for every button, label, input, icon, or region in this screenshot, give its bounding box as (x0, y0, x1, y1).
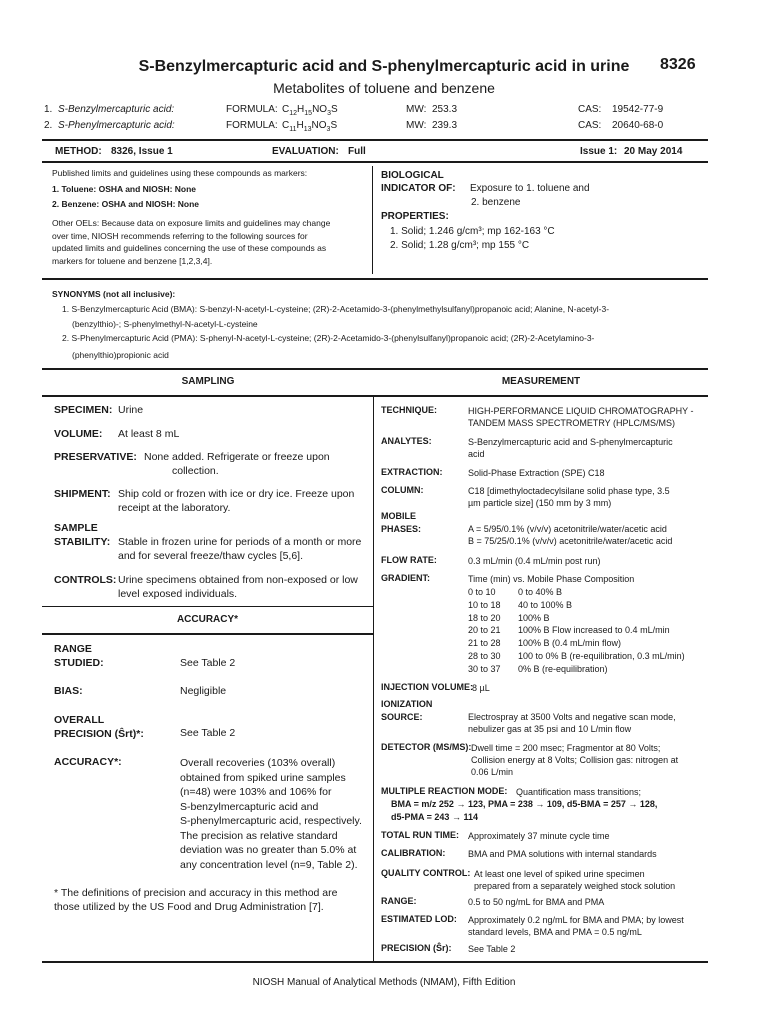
synonym-line: (benzylthio)-; S-phenylmethyl-N-acetyl-L-cysteine (72, 319, 258, 329)
gradient-row: 21 to 28 100% B (0.4 mL/min flow) (468, 638, 622, 649)
compound-number: 1. (44, 104, 53, 115)
cas-label: CAS: (578, 120, 602, 131)
divider (42, 633, 373, 635)
detector-label: DETECTOR (MS/MS): (381, 742, 472, 752)
issue-label: Issue 1: (580, 146, 618, 157)
extraction-label: EXTRACTION: (381, 467, 443, 477)
synonyms-label: SYNONYMS (not all inclusive): (52, 289, 176, 299)
compound-name: S-Phenylmercapturic acid: (58, 120, 175, 131)
column-divider (373, 395, 374, 961)
shipment-label: SHIPMENT: (54, 488, 111, 500)
mobile-phases-value: A = 5/95/0.1% (v/v/v) acetonitrile/water/acetic acid B = 75/25/0.1% (v/v/v) acetonitrile/water/acetic acid (468, 524, 673, 546)
gradient-row: 28 to 30 100 to 0% B (re-equilibration, 0.3 mL/min) (468, 650, 685, 661)
accuracy-label: ACCURACY*: (54, 756, 122, 768)
volume-value: At least 8 mL (118, 428, 180, 440)
sampling-header: SAMPLING (181, 376, 235, 387)
ionization-value: Electrospray at 3500 Volts and negative scan mode, nebulizer gas at 35 psi and 10 L/min flow (468, 712, 676, 734)
gradient-row: 10 to 18 40 to 100% B (468, 599, 573, 610)
evaluation-label: EVALUATION: (272, 146, 339, 157)
bias-label: BIAS: (54, 685, 83, 697)
mw-label: MW: (406, 104, 427, 115)
mrm-text: Quantification mass transitions; (516, 787, 642, 797)
formula-label: FORMULA: (226, 104, 278, 115)
bias-value: Negligible (180, 685, 227, 697)
gradient-row: 30 to 37 0% B (re-equilibration) (468, 663, 608, 674)
divider (372, 166, 373, 274)
biological-label: BIOLOGICAL INDICATOR OF: (381, 170, 456, 194)
mrm-transitions-2: d5-PMA = 243 → 114 (391, 812, 478, 822)
properties-list: 1. Solid; 1.246 g/cm³; mp 162-163 °C 2. Solid; 1.28 g/cm³; mp 155 °C (390, 226, 555, 251)
quality-control-label: QUALITY CONTROL: (381, 868, 471, 878)
formula-label: FORMULA: (226, 120, 278, 131)
gradient-row: 20 to 21 100% B Flow increased to 0.4 mL/min (468, 625, 670, 636)
measurement-header: MEASUREMENT (501, 376, 581, 387)
ionization-label: IONIZATION SOURCE: (381, 699, 433, 722)
divider (42, 961, 708, 963)
run-time-label: TOTAL RUN TIME: (381, 830, 459, 840)
technique-value: HIGH-PERFORMANCE LIQUID CHROMATOGRAPHY - TANDEM MASS SPECTROMETRY (HPLC/MS/MS) (468, 406, 694, 428)
cas-value: 19542-77-9 (612, 104, 664, 115)
evaluation-value: Full (348, 146, 366, 157)
specimen-label: SPECIMEN: (54, 404, 113, 416)
stability-value: Stable in frozen urine for periods of a month or more and for several freeze/thaw cycles [5,6]. (118, 536, 362, 562)
limits-intro: Published limits and guidelines using these compounds as markers: (52, 168, 308, 178)
precision-value: See Table 2 (468, 944, 516, 954)
injection-volume-label: INJECTION VOLUME: (381, 682, 474, 692)
preservative-label: PRESERVATIVE: (54, 451, 137, 463)
run-time-value: Approximately 37 minute cycle time (468, 831, 610, 841)
divider (42, 161, 708, 163)
gradient-row: 18 to 20 100% B (468, 612, 550, 623)
limits-toluene: 1. Toluene: OSHA and NIOSH: None (52, 184, 197, 194)
flow-rate-value: 0.3 mL/min (0.4 mL/min post run) (468, 556, 601, 566)
formula-value: $C_{11}H_{13}NO_3S$ (282, 120, 338, 133)
controls-label: CONTROLS: (54, 574, 117, 586)
method-number: 8326 (660, 56, 696, 73)
analytes-value: S-Benzylmercapturic acid and S-phenylmercapturic acid (468, 437, 673, 459)
divider (42, 278, 708, 280)
gradient-label: GRADIENT: (381, 573, 430, 583)
specimen-value: Urine (118, 404, 144, 416)
overall-precision-label: OVERALL PRECISION (Ŝrt)*: (54, 714, 144, 740)
range-studied-label: RANGE STUDIED: (54, 643, 104, 669)
mw-value: 239.3 (432, 120, 458, 131)
flow-rate-label: FLOW RATE: (381, 555, 437, 565)
formula-value: $C_{12}H_{15}NO_3S$ (282, 104, 338, 117)
divider (42, 139, 708, 141)
accuracy-value: Overall recoveries (103% overall) obtained from spiked urine samples (n=48) were 103% and 106% for S-benzylmercapturic acid and S-phenylmercapturic acid, respectively. The precision as relative standard deviation was no greater than 5.0% at any concentration level (n=9, Table 2). (180, 757, 362, 871)
accuracy-footnote: * The definitions of precision and accuracy in this method are those utilized by the US Food and Drug Administration [7]. (54, 887, 338, 913)
lod-label: ESTIMATED LOD: (381, 914, 457, 924)
calibration-value: BMA and PMA solutions with internal standards (468, 849, 657, 859)
mrm-label: MULTIPLE REACTION MODE: (381, 786, 508, 796)
accuracy-header: ACCURACY* (176, 614, 239, 625)
range-value: 0.5 to 50 ng/mL for BMA and PMA (468, 897, 605, 907)
injection-volume-value: 8 µL (472, 683, 490, 693)
extraction-value: Solid-Phase Extraction (SPE) C18 (468, 468, 605, 478)
gradient-header: Time (min) vs. Mobile Phase Composition (468, 574, 635, 584)
column-value: C18 [dimethyloctadecylsilane solid phase type, 3.5 µm particle size] (150 mm by 3 mm) (468, 486, 670, 508)
properties-label: PROPERTIES: (381, 211, 449, 222)
stability-label: SAMPLE STABILITY: (54, 522, 111, 548)
controls-value: Urine specimens obtained from non-exposed or low level exposed individuals. (118, 574, 358, 600)
limits-benzene: 2. Benzene: OSHA and NIOSH: None (52, 199, 200, 209)
method-value: 8326, Issue 1 (111, 146, 173, 157)
range-label: RANGE: (381, 896, 417, 906)
calibration-label: CALIBRATION: (381, 848, 446, 858)
preservative-value: None added. Refrigerate or freeze upon collection. (144, 451, 330, 477)
volume-label: VOLUME: (54, 428, 103, 440)
mrm-transitions-1: BMA = m/z 252 → 123, PMA = 238 → 109, d5-BMA = 257 → 128, (391, 799, 658, 809)
gradient-table (468, 586, 685, 676)
analytes-label: ANALYTES: (381, 436, 432, 446)
quality-control-value: At least one level of spiked urine specimen prepared from a separately weighed stock solution (474, 869, 676, 891)
divider (42, 606, 373, 607)
column-label: COLUMN: (381, 485, 424, 495)
method-label: METHOD: (55, 146, 102, 157)
range-studied-value: See Table 2 (180, 657, 236, 669)
technique-label: TECHNIQUE: (381, 405, 437, 415)
biological-value: Exposure to 1. toluene and 2. benzene (470, 183, 590, 208)
divider (42, 368, 708, 370)
detector-value: Dwell time = 200 msec; Fragmentor at 80 Volts; Collision energy at 8 Volts; Collision gas: nitrogen at 0.06 L/min (471, 743, 679, 777)
synonym-line: 2. S-Phenylmercapturic Acid (PMA): S-phenyl-N-acetyl-L-cysteine; (2R)-2-Acetamido-3-(phenylsulfanyl)propanoic acid; (2R)-2-Acetylamino-3- (62, 333, 595, 343)
gradient-row: 0 to 10 0 to 40% B (468, 587, 563, 597)
synonym-line: 1. S-Benzylmercapturic Acid (BMA): S-benzyl-N-acetyl-L-cysteine; (2R)-2-Acetamido-3-(phenylmethylsulfanyl)propanoic acid; Alanine, N-acetyl-3- (62, 304, 610, 314)
cas-value: 20640-68-0 (612, 120, 664, 131)
mobile-phases-label: MOBILE PHASES: (381, 511, 422, 534)
compound-name: S-Benzylmercapturic acid: (58, 104, 175, 115)
mw-value: 253.3 (432, 104, 458, 115)
synonym-line: (phenylthio)propionic acid (72, 350, 169, 360)
mw-label: MW: (406, 120, 427, 131)
compound-number: 2. (44, 120, 53, 131)
divider (42, 395, 708, 397)
other-oels: Other OELs: Because data on exposure limits and guidelines may change over time, NIOSH recommends referring to the following sources for updated limits and guidelines concerning the use of these compounds as markers for toluene and benzene [1,2,3,4]. (52, 218, 331, 266)
precision-label: PRECISION (Ŝr): (381, 943, 452, 953)
shipment-value: Ship cold or frozen with ice or dry ice. Freeze upon receipt at the laboratory. (118, 488, 355, 514)
method-subtitle: Metabolites of toluene and benzene (273, 80, 495, 96)
issue-date: 20 May 2014 (624, 146, 683, 157)
overall-precision-value: See Table 2 (180, 727, 236, 739)
lod-value: Approximately 0.2 ng/mL for BMA and PMA; by lowest standard levels, BMA and PMA = 0.5 ng/mL (468, 915, 684, 937)
page-footer: NIOSH Manual of Analytical Methods (NMAM), Fifth Edition (252, 977, 516, 988)
cas-label: CAS: (578, 104, 602, 115)
method-title: S-Benzylmercapturic acid and S-phenylmercapturic acid in urine (138, 58, 630, 75)
